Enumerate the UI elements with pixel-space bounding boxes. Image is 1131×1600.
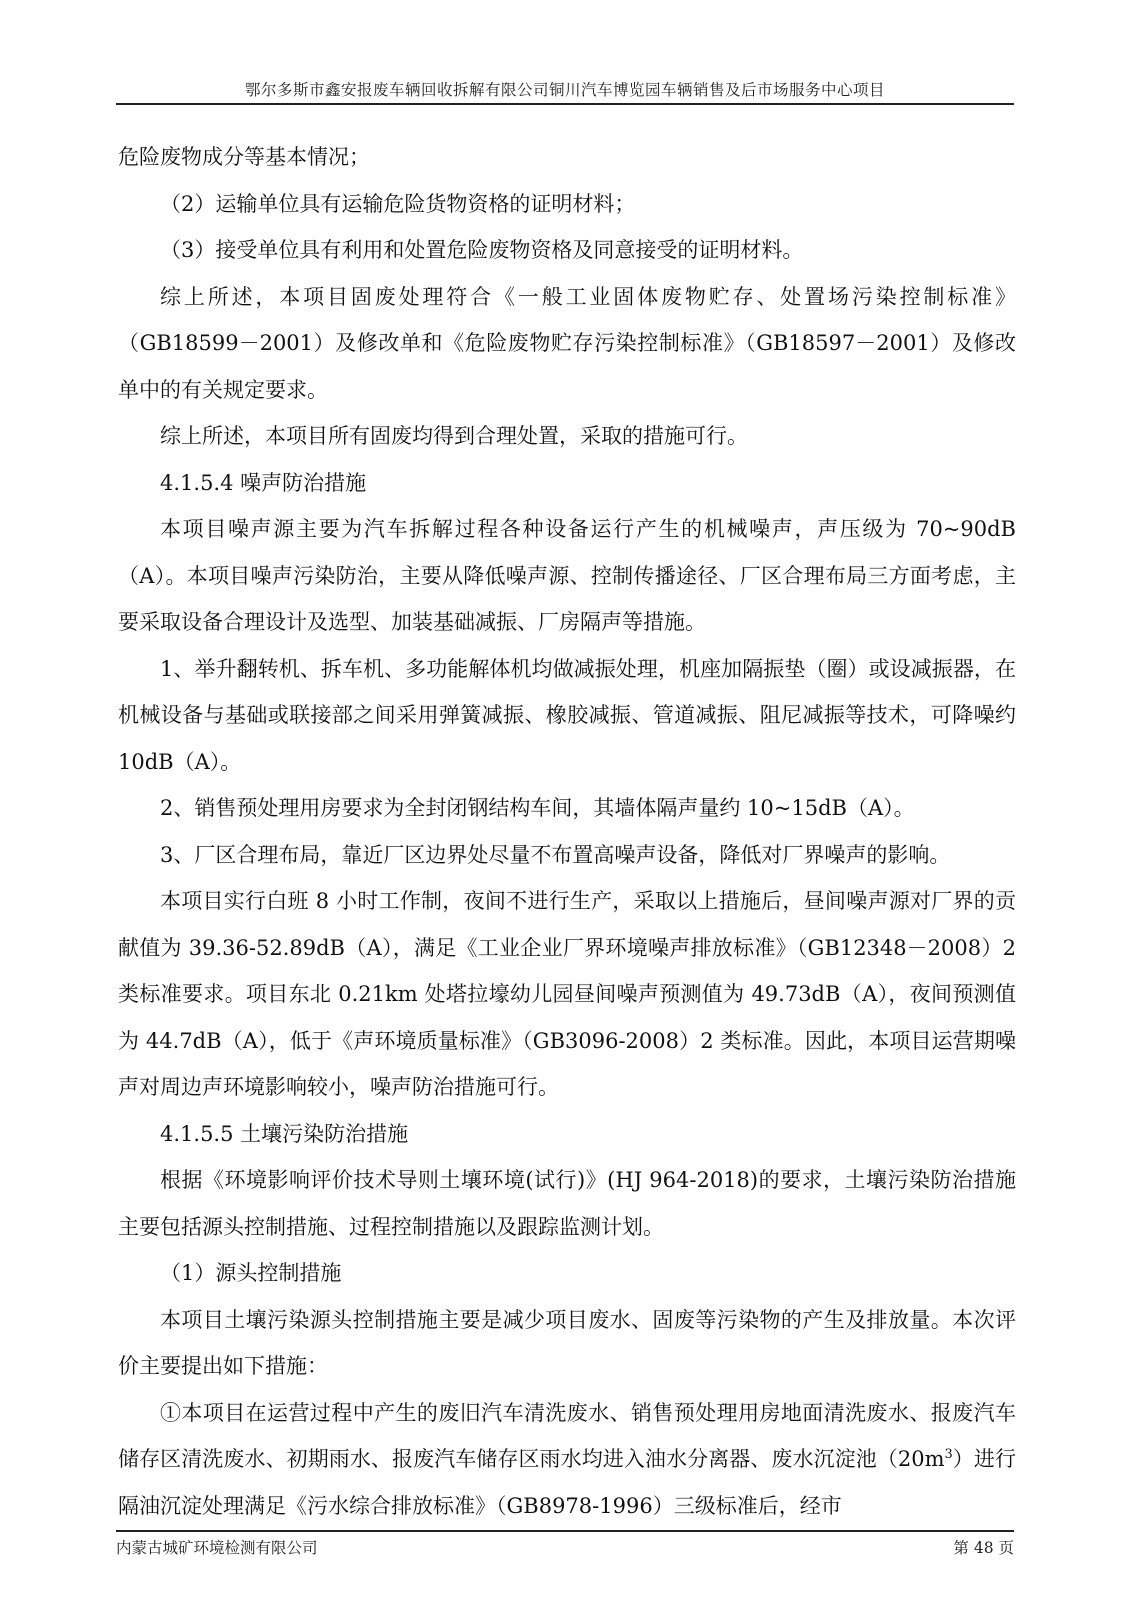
footer-divider [116, 1530, 1014, 1532]
page-header-title: 鄂尔多斯市鑫安报废车辆回收拆解有限公司铜川汽车博览园车辆销售及后市场服务中心项目 [244, 81, 885, 99]
paragraph: （3）接受单位具有利用和处置危险废物资格及同意接受的证明材料。 [160, 238, 804, 262]
header-divider [116, 103, 1014, 105]
paragraph [118, 1390, 1016, 1530]
paragraph: 本项目实行白班 8 小时工作制，夜间不进行生产，采取以上措施后，昼间噪声源对厂界的贡献值为 39.36-52.89dB（A），满足《工业企业厂界环境噪声排放标准》（GB12348－2008）2 类标准要求。项目东北 0.21km 处塔拉壕幼儿园昼间噪声预测值为 49.73dB（A），夜间预测值为 44.7dB（A），低于《声环境质量标准》（GB3096-2008）2 类标准。因此，本项目运营期噪声对周边声环境影响较小，噪声防治措施可行。 [118, 889, 1016, 1099]
paragraph-text-part: ①本项目在运营过程中产生的废旧汽车清洗废水、销售预处理用房地面清洗废水、报废汽车储存区清洗废水、初期雨水、报废汽车储存区雨水均进入油水分离器、废水沉淀池（20m [118, 1400, 1016, 1471]
paragraph: 综上所述，本项目所有固废均得到合理处置，采取的措施可行。 [160, 424, 748, 448]
paragraph: 根据《环境影响评价技术导则土壤环境(试行)》(HJ 964-2018)的要求，土壤污染防治措施主要包括源头控制措施、过程控制措施以及跟踪监测计划。 [118, 1168, 1016, 1239]
paragraph: （2）运输单位具有运输危险货物资格的证明材料； [160, 191, 636, 216]
superscript: 3 [944, 1447, 953, 1462]
paragraph: 危险废物成分等基本情况； [118, 145, 370, 169]
paragraph-text-part: ）进行隔油沉淀处理满足《污水综合排放标准》（GB8978-1996）三级标准后，经市 [118, 1447, 1016, 1518]
paragraph: 综上所述，本项目固废处理符合《一般工业固体废物贮存、处置场污染控制标准》（GB18599－2001）及修改单和《危险废物贮存污染控制标准》（GB18597－2001）及修改单中的有关规定要求。 [118, 284, 1016, 402]
paragraph: 本项目土壤污染源头控制措施主要是减少项目废水、固废等污染物的产生及排放量。本次评价主要提出如下措施： [118, 1307, 1016, 1378]
section-heading: 4.1.5.5 土壤污染防治措施 [160, 1121, 409, 1146]
body-text [118, 134, 1016, 1529]
paragraph: 2、销售预处理用房要求为全封闭钢结构车间，其墙体隔声量约 10~15dB（A）。 [160, 796, 915, 820]
section-heading: 4.1.5.4 噪声防治措施 [160, 470, 367, 495]
footer-company: 内蒙古城矿环境检测有限公司 [116, 1539, 318, 1557]
page-number: 第 48 页 [953, 1539, 1014, 1557]
subsection-heading: （1）源头控制措施 [160, 1261, 342, 1285]
paragraph: 3、厂区合理布局，靠近厂区边界处尽量不布置高噪声设备，降低对厂界噪声的影响。 [160, 842, 951, 867]
paragraph: 1、举升翻转机、拆车机、多功能解体机均做减振处理，机座加隔振垫（圈）或设减振器，在机械设备与基础或联接部之间采用弹簧减振、橡胶减振、管道减振、阻尼减振等技术，可降噪约 10dB（A）。 [118, 656, 1016, 774]
paragraph: 本项目噪声源主要为汽车拆解过程各种设备运行产生的机械噪声，声压级为 70~90dB（A）。本项目噪声污染防治，主要从降低噪声源、控制传播途径、厂区合理布局三方面考虑，主要采取设备合理设计及选型、加装基础减振、厂房隔声等措施。 [118, 517, 1016, 634]
